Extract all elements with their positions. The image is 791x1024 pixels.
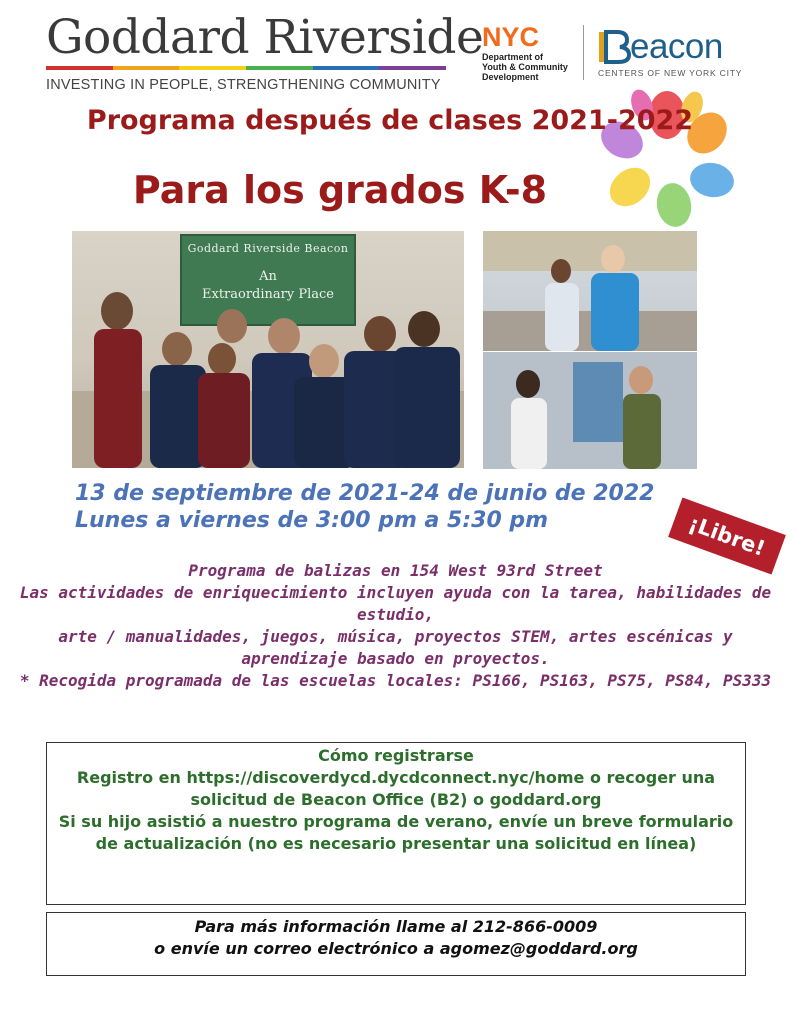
program-description [8,560,783,692]
nyc-logo-text: NYC [482,22,540,50]
nyc-logo [482,22,542,50]
description-line: * Recogida programada de las escuelas locales: PS166, PS163, PS75, PS84, PS333 [19,671,772,690]
registration-box [46,742,746,905]
free-badge: ¡Libre! [668,497,786,574]
description-line: Las actividades de enriquecimiento incluyen ayuda con la tarea, habilidades de estudio, [19,583,772,624]
contact-info-box [46,912,746,976]
registration-line: Registro en https://discoverdycd.dycdconnect.nyc/home o recoger una solicitud de Beacon Office (B2) o goddard.org [76,768,716,809]
org-tagline: INVESTING IN PEOPLE, STRENGTHENING COMMUNITY [46,77,441,93]
classroom-photo [483,231,697,351]
dycd-line: Youth & Community [482,62,568,72]
art-activity-photo [483,352,697,469]
logo-divider [583,25,584,80]
banner-line: Extraordinary Place [202,287,334,302]
group-photo [72,231,464,468]
banner-line: Goddard Riverside Beacon [187,242,349,255]
classroom-illustration [483,231,697,351]
org-logo-text: Goddard Riverside [46,10,484,65]
banner-line: An [259,269,277,284]
registration-line: Si su hijo asistió a nuestro programa de verano, envíe un breve formulario de actualización (no es necesario presentar una solicitud en línea) [58,812,734,853]
contact-phone: Para más información llame al 212-866-0009 [194,917,598,936]
date-range: 13 de septiembre de 2021-24 de junio de 2022 [75,481,655,506]
schedule-hours: Lunes a viernes de 3:00 pm a 5:30 pm [75,508,549,533]
org-color-bar [46,66,446,70]
description-line: Programa de balizas en 154 West 93rd Street [188,561,603,580]
registration-heading: Cómo registrarse [318,746,474,765]
beacon-logo-text: eacon [630,27,723,66]
dycd-line: Department of [482,52,544,62]
dycd-line: Development [482,72,539,82]
art-activity-illustration [483,352,697,469]
program-dates [75,480,695,534]
description-line: arte / manualidades, juegos, música, proyectos STEM, artes escénicas y aprendizaje basado en proyectos. [58,627,733,668]
beacon-b-icon [597,28,631,66]
beacon-subtitle: CENTERS OF NEW YORK CITY [598,68,743,78]
contact-email: o envíe un correo electrónico a agomez@goddard.org [154,939,638,958]
dycd-label [482,52,577,82]
program-title: Programa después de clases 2021-2022 [86,105,694,136]
grades-title: Para los grados K-8 [132,168,548,212]
group-people-illustration [72,231,464,468]
